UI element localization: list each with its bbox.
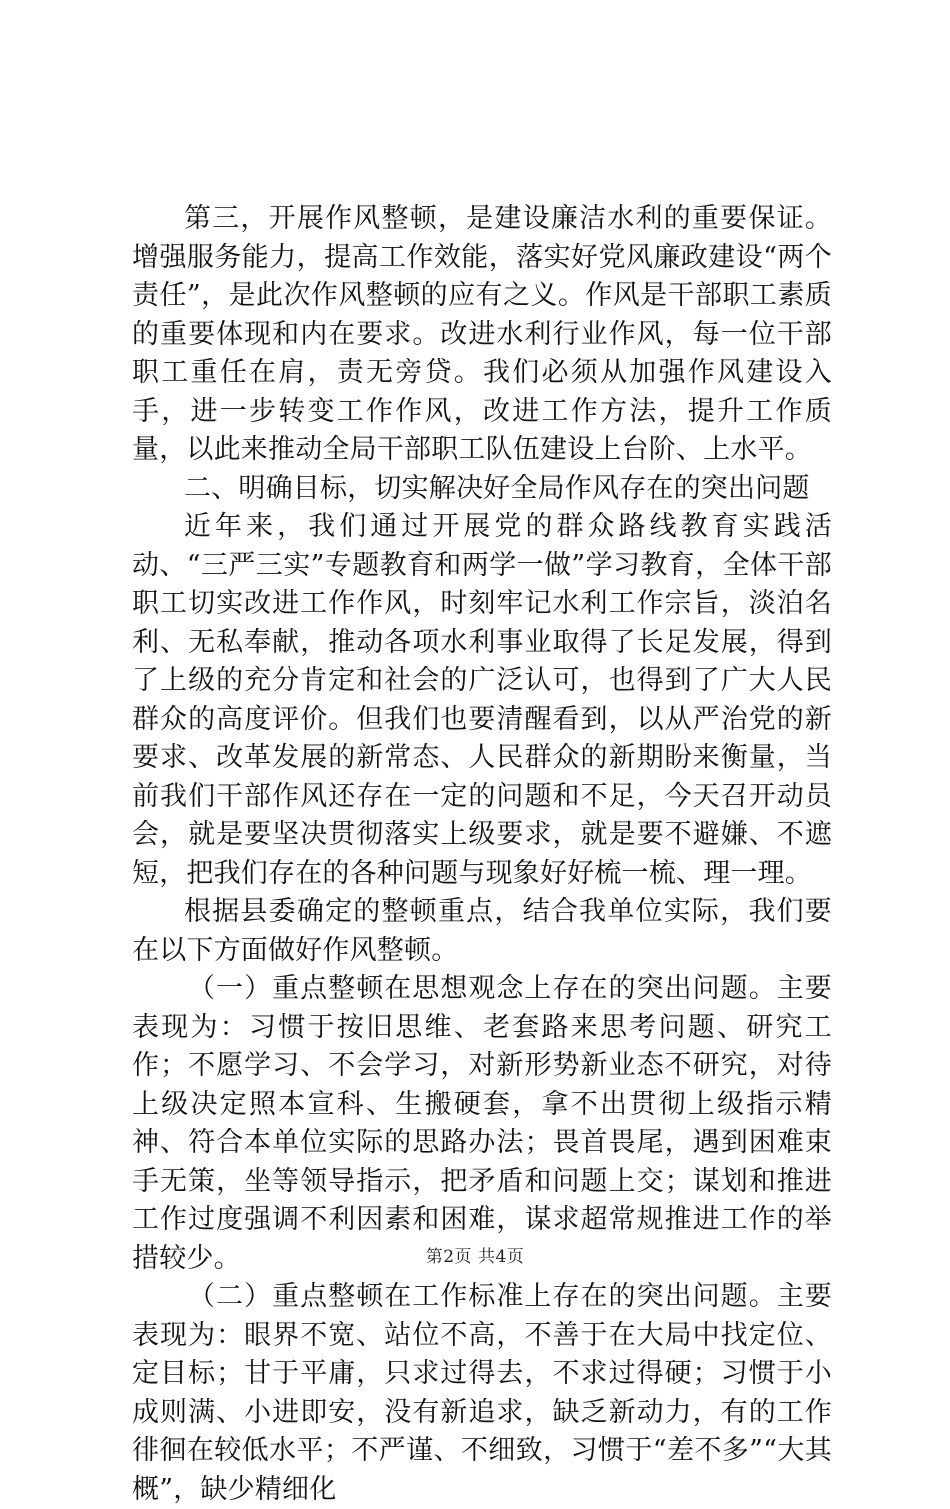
page-footer: 第2页 共4页 [425, 1247, 525, 1267]
paragraph-item-one: （一）重点整顿在思想观念上存在的突出问题。主要表现为：习惯于按旧思维、老套路来思考问题、研究工作；不愿学习、不会学习，对新形势新业态不研究，对待上级决定照本宣科、生搬硬套，拿不出贯彻上级指示精神、符合本单位实际的思路办法；畏首畏尾，遇到困难束手无策，坐等领导指示，把矛盾和问题上交；谋划和推进工作过度强调不利因素和困难，谋求超常规推进工作的举措较少。 [132, 973, 832, 1274]
paragraph-county-focus: 根据县委确定的整顿重点，结合我单位实际，我们要在以下方面做好作风整顿。 [132, 896, 832, 966]
paragraph-item-two: （二）重点整顿在工作标准上存在的突出问题。主要表现为：眼界不宽、站位不高，不善于在大局中找定位、定目标；甘于平庸，只求过得去，不求过得硬；习惯于小成则满、小进即安，没有新追求，缺乏新动力，有的工作徘徊在较低水平；不严谨、不细致，习惯于“差不多”“大其概”，缺少精细化 [132, 1281, 832, 1505]
section-heading-two: 二、明确目标，切实解决好全局作风存在的突出问题 [184, 472, 810, 504]
document-body [132, 200, 832, 1509]
paragraph-third-point: 第三，开展作风整顿，是建设廉洁水利的重要保证。增强服务能力，提高工作效能，落实好党风廉政建设“两个责任”，是此次作风整顿的应有之义。作风是干部职工素质的重要体现和内在要求。改进水利行业作风，每一位干部职工重任在肩，责无旁贷。我们必须从加强作风建设入手，进一步转变工作作风，改进工作方法，提升工作质量，以此来推动全局干部职工队伍建设上台阶、上水平。 [132, 203, 832, 465]
paragraph-recent-years: 近年来，我们通过开展党的群众路线教育实践活动、“三严三实”专题教育和两学一做”学习教育，全体干部职工切实改进工作作风，时刻牢记水利工作宗旨，淡泊名利、无私奉献，推动各项水利事业取得了长足发展，得到了上级的充分肯定和社会的广泛认可，也得到了广大人民群众的高度评价。但我们也要清醒看到，以从严治党的新要求、改革发展的新常态、人民群众的新期盼来衡量，当前我们干部作风还存在一定的问题和不足，今天召开动员会，就是要坚决贯彻落实上级要求，就是要不避嫌、不遮短，把我们存在的各种问题与现象好好梳一梳、理一理。 [132, 511, 832, 889]
